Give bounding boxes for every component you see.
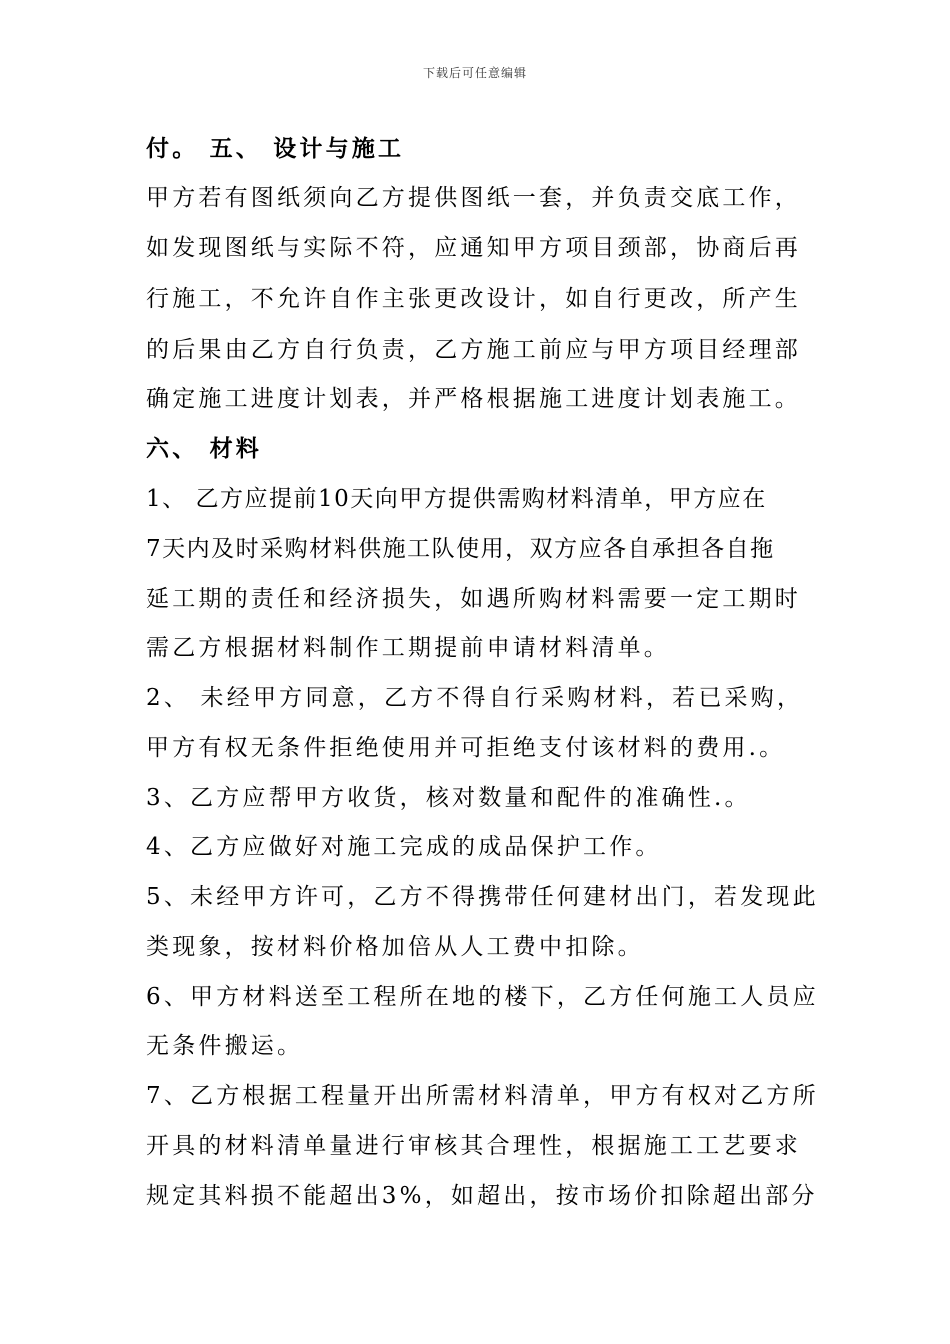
text-line: 规定其料损不能超出3%，如超出，按市场价扣除超出部分 xyxy=(146,1183,818,1209)
text-line: 7、乙方根据工程量开出所需材料清单，甲方有权对乙方所 xyxy=(146,1083,819,1109)
text-line: 开具的材料清单量进行审核其合理性，根据施工工艺要求 xyxy=(146,1133,801,1159)
text-line: 2、 未经甲方同意，乙方不得自行采购材料，若已采购， xyxy=(146,685,804,711)
text-line: 无条件搬运。 xyxy=(146,1033,304,1059)
text-line: 类现象，按材料价格加倍从人工费中扣除。 xyxy=(146,934,644,960)
text-line: 如发现图纸与实际不符，应通知甲方项目颈部，协商后再 xyxy=(146,235,801,261)
text-line: 7天内及时采购材料供施工队使用，双方应各自承担各自拖 xyxy=(146,536,775,562)
text-line: 3、乙方应帮甲方收货，核对数量和配件的准确性.。 xyxy=(146,785,751,811)
text-line: 需乙方根据材料制作工期提前申请材料清单。 xyxy=(146,635,670,661)
text-line-continuation: 付。 五、 设计与施工 xyxy=(146,135,405,162)
text-line: 的后果由乙方自行负责，乙方施工前应与甲方项目经理部 xyxy=(146,337,801,363)
page-header-note: 下载后可任意编辑 xyxy=(422,66,527,80)
text-line-section-5-heading xyxy=(146,134,404,164)
text-line: 甲方有权无条件拒绝使用并可拒绝支付该材料的费用.。 xyxy=(146,735,786,761)
text-line: 甲方若有图纸须向乙方提供图纸一套，并负责交底工作， xyxy=(146,185,801,211)
text-line: 4、乙方应做好对施工完成的成品保护工作。 xyxy=(146,834,662,860)
text-line: 行施工，不允许自作主张更改设计，如自行更改，所产生 xyxy=(146,286,801,312)
text-line: 6、甲方材料送至工程所在地的楼下，乙方任何施工人员应 xyxy=(146,984,819,1010)
text-line: 延工期的责任和经济损失，如遇所购材料需要一定工期时 xyxy=(146,586,801,612)
section-6-heading: 六、 材料 xyxy=(146,435,263,462)
text-line: 确定施工进度计划表，并严格根据施工进度计划表施工。 xyxy=(146,386,801,412)
text-line: 1、 乙方应提前10天向甲方提供需购材料清单，甲方应在 xyxy=(146,486,767,512)
text-line: 5、未经甲方许可，乙方不得携带任何建材出门，若发现此 xyxy=(146,884,819,910)
